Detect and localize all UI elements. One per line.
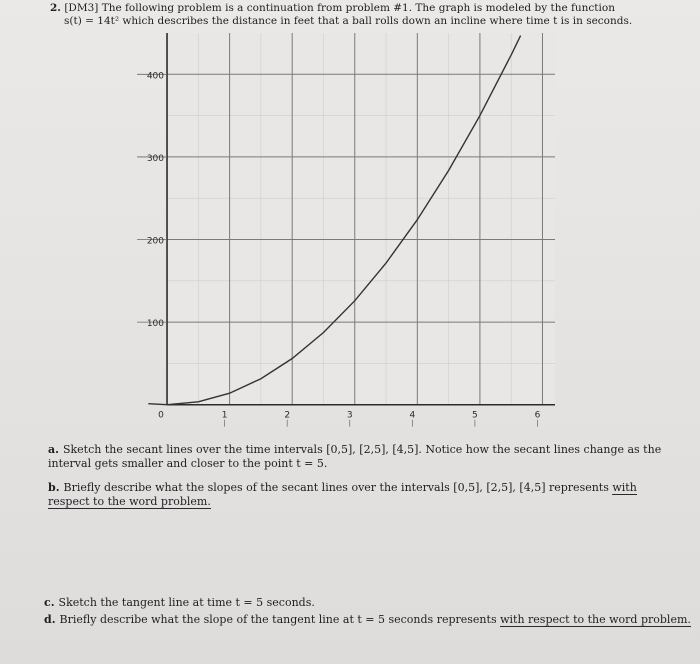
y-tick-label-400: 400 xyxy=(146,71,165,82)
y-tick-label-200: 200 xyxy=(146,236,165,247)
problem-function-line: s(t) = 14t² which describes the distance in feet that a ball rolls down an incline where time t is in seconds. xyxy=(64,15,633,27)
question-b-underlined: with respect to the word problem. xyxy=(48,481,637,508)
x-tick-label-1: 1 xyxy=(221,410,228,421)
x-tick-label-6: 6 xyxy=(534,410,541,421)
y-tick-label-100: 100 xyxy=(146,319,165,330)
question-c-letter: c. xyxy=(44,596,55,609)
question-d-text: Briefly describe what the slope of the tangent line at t = 5 seconds represents xyxy=(59,613,497,626)
problem-tag: [DM3] xyxy=(64,2,99,14)
plot-area xyxy=(167,33,555,405)
x-tick-label-4: 4 xyxy=(409,410,416,421)
x-tick-label-3: 3 xyxy=(346,410,353,421)
problem-intro: The following problem is a continuation from problem #1. The graph is modeled by the function xyxy=(101,2,615,14)
y-tick-label-300: 300 xyxy=(146,153,165,164)
x-tick-label-5: 5 xyxy=(472,410,478,421)
problem-header xyxy=(50,2,650,28)
question-a-text: Sketch the secant lines over the time intervals [0,5], [2,5], [4,5]. Notice how the secant lines change as the interval gets smaller and closer to the point t = 5. xyxy=(48,443,662,470)
question-d-underlined: with respect to the word problem. xyxy=(500,613,691,626)
distance-time-graph xyxy=(130,28,560,438)
question-d xyxy=(44,613,694,627)
question-a-letter: a. xyxy=(48,443,59,456)
question-b xyxy=(48,481,648,509)
question-d-letter: d. xyxy=(44,613,56,626)
question-c xyxy=(44,596,684,610)
problem-line-1 xyxy=(50,2,650,15)
problem-number: 2. xyxy=(50,2,61,14)
question-b-text: Briefly describe what the slopes of the secant lines over the intervals [0,5], [2,5], [4,5] represents xyxy=(63,481,609,494)
question-a xyxy=(48,443,678,471)
x-tick-label-0: 0 xyxy=(158,410,164,421)
question-b-letter: b. xyxy=(48,481,60,494)
question-c-text: Sketch the tangent line at time t = 5 seconds. xyxy=(58,596,315,609)
x-tick-label-2: 2 xyxy=(284,410,291,421)
